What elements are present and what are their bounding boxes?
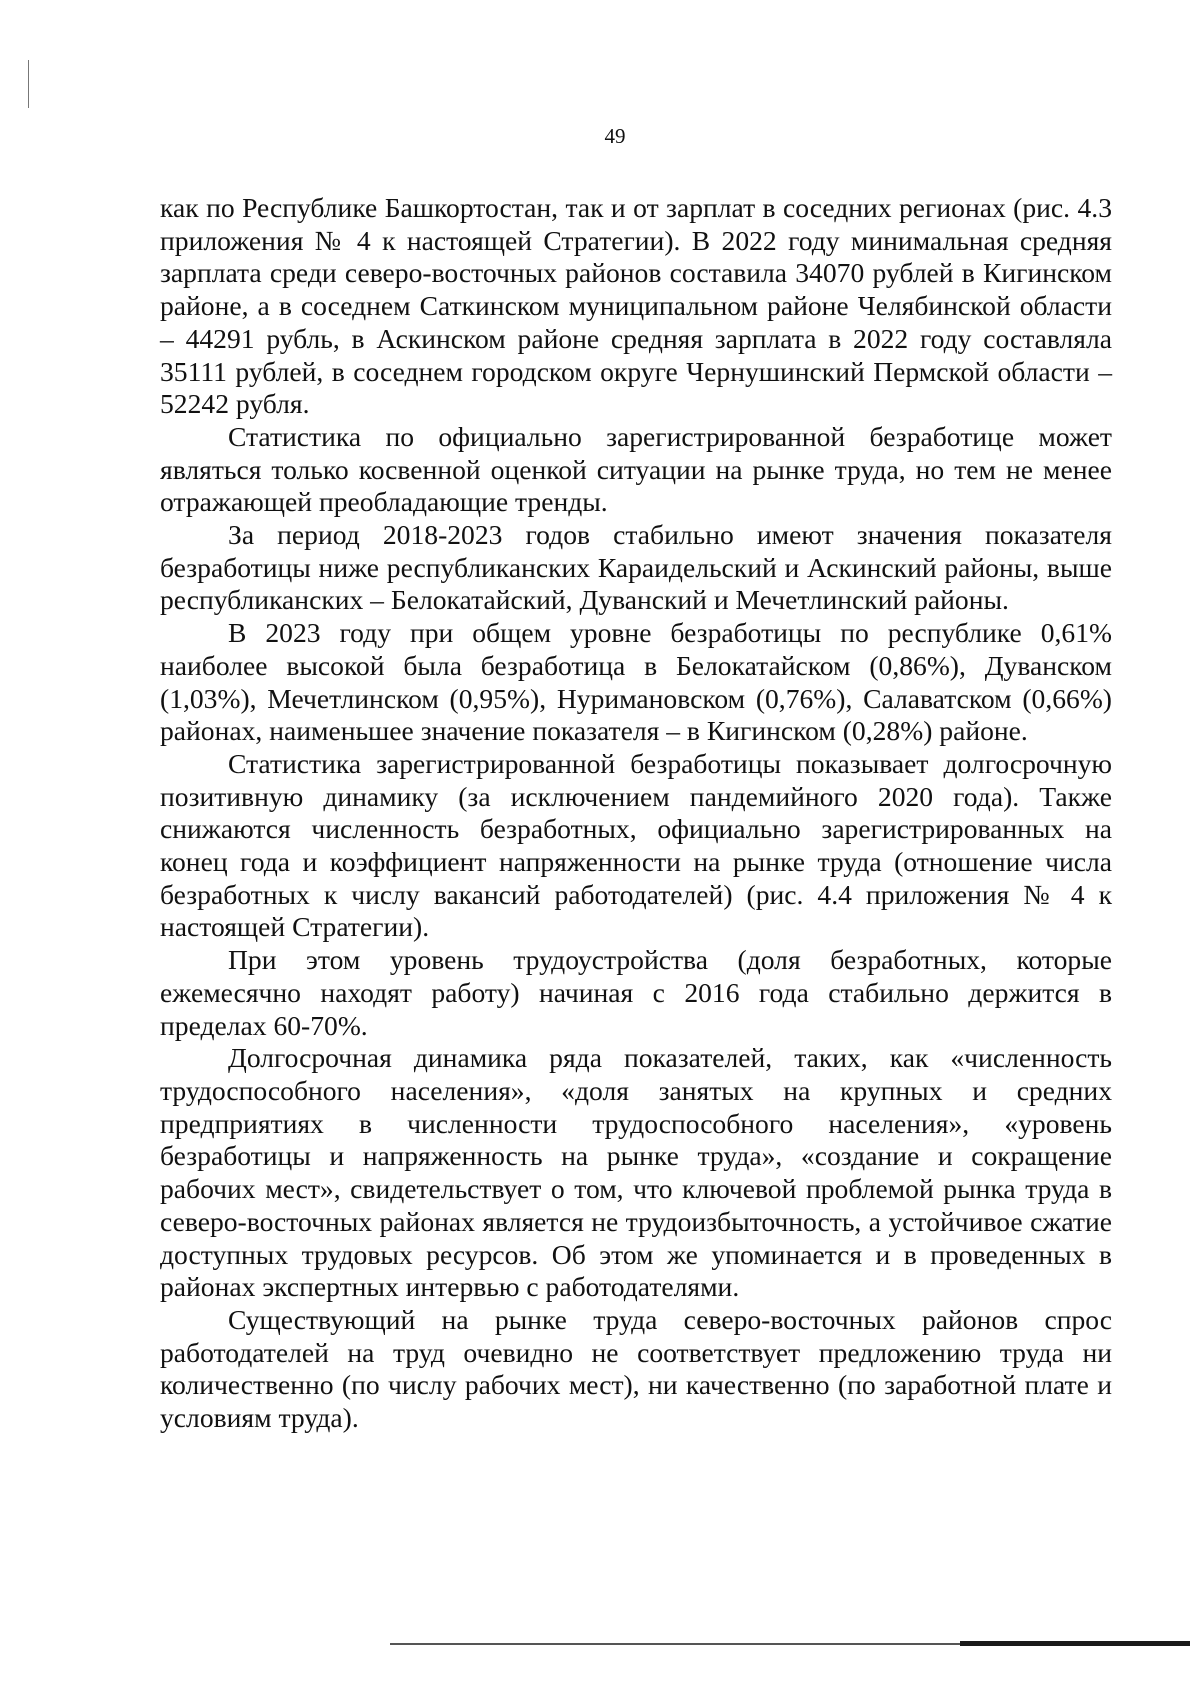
page-number: 49 [604, 124, 626, 148]
paragraph-2023-unemployment: В 2023 году при общем уровне безработицы по республике 0,61% наиболее высокой была безработица в Белокатайском (0,86%), Дуванском (1,03%), Мечетлинском (0,95%), Нуримановском (0,76%), Салаватском (0,66%) районах, наименьшее значение показателя – в Кигинском (0,28%) районе. [160, 617, 1112, 747]
paragraph-unemployment-statistics: Статистика по официально зарегистрированной безработице может являться только косвенной оценкой ситуации на рынке труда, но тем не менее отражающей преобладающие тренды. [160, 420, 1112, 518]
paragraph-period-2018-2023: За период 2018-2023 годов стабильно имеют значения показателя безработицы ниже республиканских Караидельский и Аскинский районы, выше республиканских – Белокатайский, Дуванский и Мечетлинский районы. [160, 519, 1112, 616]
document-body [160, 192, 1112, 1435]
paragraph-labor-demand: Существующий на рынке труда северо-восточных районов спрос работодателей на труд очевидно не соответствует предложению труда ни количественно (по числу рабочих мест), ни качественно (по заработной плате и условиям труда). [160, 1303, 1112, 1434]
scan-bottom-line-heavy [960, 1641, 1190, 1646]
paragraph-long-term-dynamics: Статистика зарегистрированной безработицы показывает долгосрочную позитивную динамику (за исключением пандемийного 2020 года). Также снижаются численность безработных, официально зарегистрированных на конец года и коэффициент напряженности на рынке труда (отношение числа безработных к числу вакансий работодателей) (рис. 4.4 приложения № 4 к настоящей Стратегии). [160, 747, 1112, 943]
paragraph-labor-resources: Долгосрочная динамика ряда показателей, таких, как «численность трудоспособного населения», «доля занятых на крупных и средних предприятиях в численности трудоспособного населения», «уровень безработицы и напряженность на рынке труда», «создание и сокращение рабочих мест», свидетельствует о том, что ключевой проблемой рынка труда в северо-восточных районах является не трудоизбыточность, а устойчивое сжатие доступных трудовых ресурсов. Об этом же упоминается и в проведенных в районах экспертных интервью с работодателями. [160, 1042, 1112, 1303]
paragraph-continuation: как по Республике Башкортостан, так и от зарплат в соседних регионах (рис. 4.3 приложения № 4 к настоящей Стратегии). В 2022 году минимальная средняя зарплата среди северо-восточных районов составила 34070 рублей в Кигинском районе, а в соседнем Саткинском муниципальном районе Челябинской области – 44291 рубль, в Аскинском районе средняя зарплата в 2022 году составляла 35111 рублей, в соседнем городском округе Чернушинский Пермской области – 52242 рубля. [160, 192, 1112, 420]
paragraph-employment-level: При этом уровень трудоустройства (доля безработных, которые ежемесячно находят работу) начиная с 2016 года стабильно держится в пределах 60-70%. [160, 944, 1112, 1041]
scan-margin-mark [28, 60, 29, 108]
